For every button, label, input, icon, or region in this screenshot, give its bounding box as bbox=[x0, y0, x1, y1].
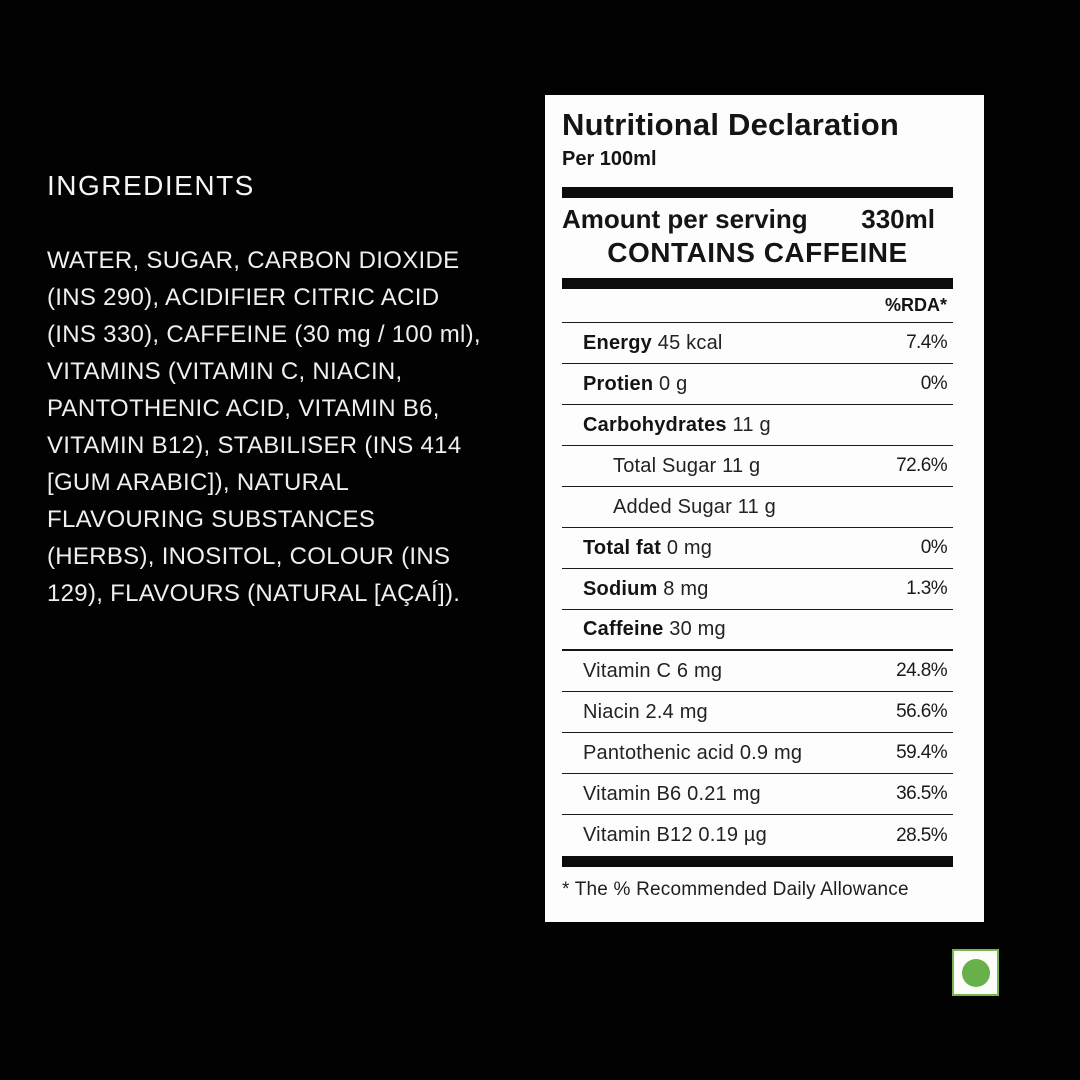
nutrient-name: Total Sugar bbox=[613, 454, 717, 477]
nutrient-rda-value: 59.4% bbox=[896, 742, 947, 763]
divider-bar-bottom bbox=[562, 856, 953, 867]
vegetarian-mark-icon bbox=[952, 949, 999, 996]
nutrient-cell bbox=[562, 783, 761, 806]
nutrient-cell bbox=[562, 742, 802, 765]
ingredients-heading: INGREDIENTS bbox=[47, 170, 255, 201]
vegetarian-dot bbox=[962, 959, 990, 987]
nutrient-name: Carbohydrates bbox=[583, 413, 727, 436]
serving-size: 330ml bbox=[861, 203, 935, 234]
nutrient-name: Pantothenic acid bbox=[583, 741, 735, 764]
nutrient-amount: 2.4 mg bbox=[639, 700, 708, 723]
nutrient-cell bbox=[562, 373, 687, 396]
nutrient-cell bbox=[562, 578, 709, 601]
nutrient-rda-value: 36.5% bbox=[896, 783, 947, 804]
nutrient-cell bbox=[562, 660, 722, 683]
divider-bar-top bbox=[562, 187, 953, 198]
nutrient-cell bbox=[562, 332, 723, 355]
nutrient-amount: 0.19 µg bbox=[692, 824, 767, 846]
nutrient-name: Total fat bbox=[583, 536, 662, 559]
nutrition-row bbox=[562, 815, 953, 856]
nutrient-amount: 0 g bbox=[653, 372, 688, 395]
nutrient-name: Energy bbox=[583, 331, 653, 354]
serving-line bbox=[562, 202, 953, 236]
serving-label: Amount per serving bbox=[562, 203, 808, 234]
nutrient-cell bbox=[562, 701, 708, 724]
nutrient-amount: 8 mg bbox=[657, 577, 709, 600]
nutrient-amount: 0.21 mg bbox=[681, 782, 761, 805]
nutrient-cell bbox=[562, 414, 771, 437]
ingredients-text: WATER, SUGAR, CARBON DIOXIDE (INS 290), ACIDIFIER CITRIC ACID (INS 330), CAFFEINE (30 mg / 100 ml), VITAMINS (VITAMIN C, NIACIN, PANTOTHENIC ACID, VITAMIN B6, VITAMIN B12), STABILISER (INS 414 [GUM ARABIC]), NATURAL FLAVOURING SUBSTANCES (HERBS), INOSITOL, COLOUR (INS 129), FLAVOURS (NATURAL [AÇAÍ]). bbox=[47, 247, 481, 607]
panel-title: Nutritional Declaration bbox=[562, 107, 900, 142]
nutrition-row bbox=[562, 733, 953, 774]
nutrient-name: Niacin bbox=[583, 700, 640, 723]
nutrient-name: Added Sugar bbox=[613, 495, 732, 518]
nutrient-rda-value: 1.3% bbox=[906, 578, 947, 599]
nutrition-row bbox=[562, 323, 953, 364]
nutrient-name: Sodium bbox=[583, 577, 658, 600]
nutrient-rda-value: 0% bbox=[920, 373, 947, 394]
nutrient-name: Vitamin C bbox=[583, 659, 672, 682]
nutrition-panel bbox=[545, 95, 984, 922]
nutrition-row bbox=[562, 610, 953, 651]
nutrition-row bbox=[562, 405, 953, 446]
nutrient-rda-value: 56.6% bbox=[896, 701, 947, 722]
nutrient-amount: 30 mg bbox=[663, 618, 726, 640]
nutrient-amount: 0.9 mg bbox=[734, 741, 803, 764]
nutrient-amount: 6 mg bbox=[671, 659, 723, 682]
nutrient-rda-value: 72.6% bbox=[896, 455, 947, 476]
nutrition-row bbox=[562, 692, 953, 733]
nutrient-name: Caffeine bbox=[583, 618, 664, 640]
nutrient-name: Protien bbox=[583, 372, 654, 395]
nutrition-row bbox=[562, 651, 953, 692]
nutrient-amount: 45 kcal bbox=[652, 331, 723, 354]
ingredients-section bbox=[47, 170, 487, 612]
nutrient-cell bbox=[562, 537, 712, 560]
nutrient-rda-value: 7.4% bbox=[906, 332, 947, 353]
divider-bar-middle bbox=[562, 278, 953, 289]
nutrition-row bbox=[562, 774, 953, 815]
nutrient-cell bbox=[562, 824, 767, 847]
nutrient-cell bbox=[562, 618, 726, 641]
nutrition-row bbox=[562, 528, 953, 569]
nutrition-row bbox=[562, 487, 953, 528]
nutrient-amount: 11 g bbox=[726, 413, 771, 436]
nutrient-name: Vitamin B6 bbox=[583, 782, 682, 805]
nutrition-row bbox=[562, 569, 953, 610]
nutrient-amount: 0 mg bbox=[661, 536, 713, 559]
nutrition-rows bbox=[562, 323, 953, 856]
panel-subtitle: Per 100ml bbox=[562, 148, 657, 170]
nutrient-rda-value: 24.8% bbox=[896, 660, 947, 681]
rda-column-header: %RDA* bbox=[562, 289, 953, 323]
nutrient-rda-value: 0% bbox=[920, 537, 947, 558]
nutrition-row bbox=[562, 446, 953, 487]
rda-footnote: * The % Recommended Daily Allowance bbox=[562, 879, 909, 900]
caffeine-notice: CONTAINS CAFFEINE bbox=[607, 237, 908, 268]
nutrient-name: Vitamin B12 bbox=[583, 824, 693, 846]
nutrition-row bbox=[562, 364, 953, 405]
nutrient-cell bbox=[562, 496, 776, 519]
nutrient-rda-value: 28.5% bbox=[896, 824, 947, 846]
nutrient-amount: 11 g bbox=[716, 454, 761, 477]
nutrient-cell bbox=[562, 455, 760, 478]
nutrient-amount: 11 g bbox=[731, 495, 776, 518]
